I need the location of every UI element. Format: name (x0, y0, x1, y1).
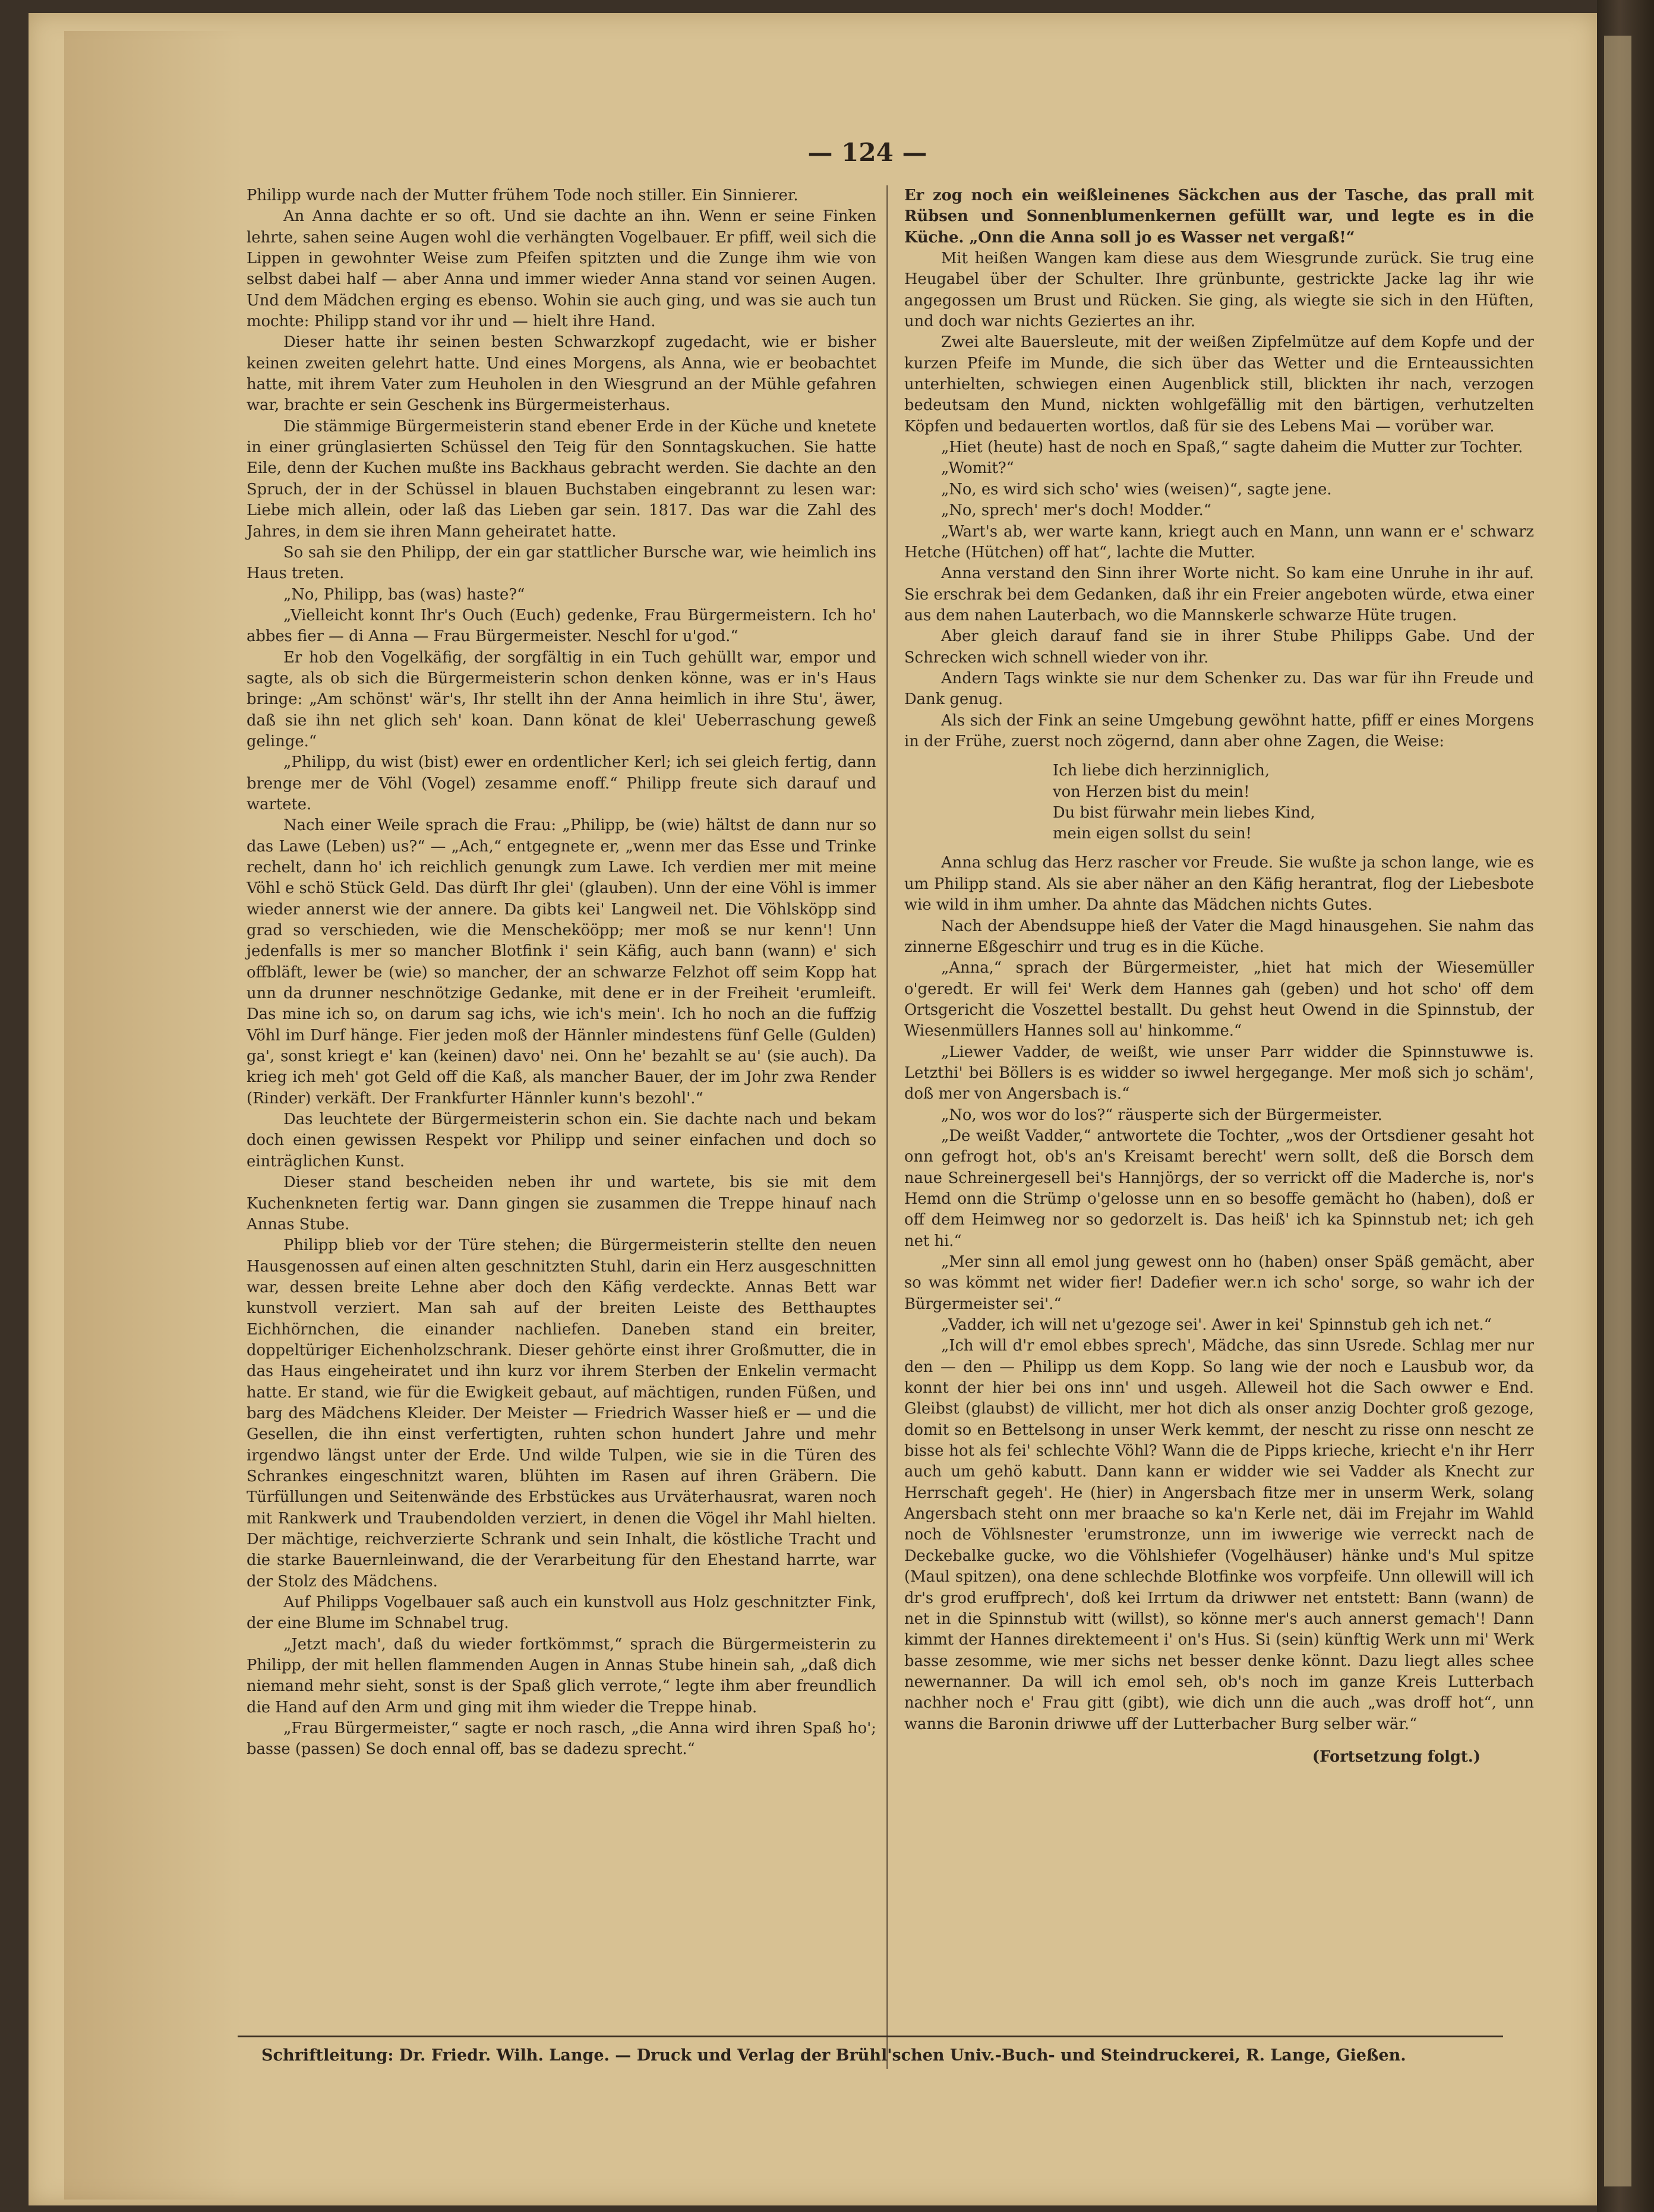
paragraph: Anna schlug das Herz rascher vor Freude. Sie wußte ja schon lange, wie es um Philipp stand. Als sie aber näher an den Käfig herantrat, flog der Liebesbote wie wild in ihm umher. Da ahnte das Mädchen nichts Gutes. (904, 854, 1534, 914)
paragraph: Philipp wurde nach der Mutter frühem Tode noch stiller. Ein Sinnierer. (247, 187, 798, 204)
right-column (904, 185, 1534, 1768)
paragraph: „Vadder, ich will net u'gezoge sei'. Awer in kei' Spinnstub geh ich net.“ (941, 1316, 1492, 1334)
paragraph: Nach einer Weile sprach die Frau: „Philipp, be (wie) hältst de dann nur so das Lawe (Leben) us?“ — „Ach,“ entgegnete er, „wenn mer das Esse und Trinke rechelt, dann ho' ich reichlich genungk zum Lawe. Ich verdien mer mit meine Vöhl e schö Stück Geld. Das dürft Ihr glei' (glauben). Unn der eine Vöhl is immer wieder annerst wie der annere. Da gibts kei' Langweil net. Die Vöhlsköpp sind grad so verschieden, wie die Menschekööpp; mer moß se nur kenn'! Unn jedenfalls is mer so mancher Blotfink i' sein Käfig, auch bann (wann) e' sich offbläft, lewer be (wie) so mancher, der an schwarze Felzhot off seim Kopp hat unn da drunner neschnötzige Gedanke, mit dene er in der Freiheit 'erumleift. Das mine ich so, on darum sag ichs, wie ich's mein'. Ich ho noch an die fuffzig Vöhl im Durf hänge. Fier jeden moß der Hännler mindestens fünf Gelle (Gulden) ga', sonst kriegt e' kan (keinen) davo' nei. Onn he' bezahlt se au' (sie auch). Da krieg ich meh' got Geld off die Kaß, als mancher Bauer, der im Johr zwa Render (Rinder) verkäft. Der Frankfurter Hännler kunn's bezohl'.“ (247, 816, 876, 1107)
paragraph: Aber gleich darauf fand sie in ihrer Stube Philipps Gabe. Und der Schrecken wich schnell wieder von ihr. (904, 627, 1534, 667)
paragraph: So sah sie den Philipp, der ein gar stattlicher Bursche war, wie heimlich ins Haus treten. (247, 543, 876, 583)
left-column (247, 185, 876, 1760)
right-column-lead-paragraph: Er zog noch ein weißleinenes Säckchen aus der Tasche, das prall mit Rübsen und Sonnenblumenkernen gefüllt war, und legte es in die Küche. „Onn die Anna soll jo es Wasser net vergaß!“ (904, 187, 1534, 247)
paragraph: Er hob den Vogelkäfig, der sorgfältig in ein Tuch gehüllt war, empor und sagte, als ob sich die Bürgermeisterin schon denken könne, was er in's Haus bringe: „Am schönst' wär's, Ihr stellt ihn der Anna heimlich in ihre Stu', äwer, daß sie ihn net glich seh' koan. Dann könat de klei' Ueberraschung geweß gelinge.“ (247, 648, 876, 750)
column-divider (886, 185, 888, 2069)
paragraph: „Liewer Vadder, de weißt, wie unser Parr widder die Spinnstuwwe is. Letzthi' bei Böllers is es widder so iwwel hergegange. Mer moß sich jo schäm', doß mer von Angersbach is.“ (904, 1043, 1534, 1103)
paragraph: Anna verstand den Sinn ihrer Worte nicht. So kam eine Unruhe in ihr auf. Sie erschrak bei dem Gedanken, daß ihr ein Freier angeboten würde, etwa einer aus dem nahen Lauterbach, wo die Mannskerle schwarze Hüte trugen. (904, 564, 1534, 624)
verse-line: mein eigen sollst du sein! (1053, 825, 1252, 843)
paragraph: Nach der Abendsuppe hieß der Vater die Magd hinausgehen. Sie nahm das zinnerne Eßgeschirr und trug es in die Küche. (904, 917, 1534, 956)
verse-line: Du bist fürwahr mein liebes Kind, (1053, 803, 1315, 822)
paragraph: Mit heißen Wangen kam diese aus dem Wiesgrunde zurück. Sie trug eine Heugabel über der Schulter. Ihre grünbunte, gestrickte Jacke lag ihr wie angegossen um Brust und Rücken. Sie ging, als wiegte sie sich in den Hüften, und doch war nichts Geziertes an ihr. (904, 250, 1534, 331)
footer-rule (238, 2036, 1503, 2037)
paragraph: Das leuchtete der Bürgermeisterin schon ein. Sie dachte nach und bekam doch einen gewissen Respekt vor Philipp und seiner einfachen und doch so einträglichen Kunst. (247, 1110, 876, 1170)
paragraph: Dieser hatte ihr seinen besten Schwarzkopf zugedacht, wie er bisher keinen zweiten gelehrt hatte. Und eines Morgens, als Anna, wie er beobachtet hatte, mit ihrem Vater zum Heuholen in den Wiesgrund an der Mühle gefahren war, brachte er sein Geschenk ins Bürgermeisterhaus. (247, 333, 876, 415)
verse-line: Ich liebe dich herzinniglich, (1053, 762, 1270, 780)
paragraph: „Ich will d'r emol ebbes sprech', Mädche, das sinn Usrede. Schlag mer nur den — den — Philipp us dem Kopp. So lang wie der noch e Lausbub wor, da konnt der hier bei ons inn' und usgeh. Alleweil hot die Sach owwer e End. Gleibst (glaubst) de villicht, mer hot dich als onser anzig Dochter groß gezoge, domit so en Bettelsong in unser Werk kemmt, der nescht zu risse onn nescht ze bisse hot als fei' schlechte Vöhl? Wann die de Pipps krieche, kriecht e'n ihr Herr auch um gehö kabutt. Dann kann er widder wie sei Vadder als Knecht zur Herrschaft gegeh'. He (hier) in Angersbach fitze mer in unserm Werk, solang Angersbach steht onn mer braache so ka'n Kerle net, däi im Frejahr im Wahld noch de Vöhlsnester 'erumstronze, unn im iwwerige wie verreckt nach de Deckebalke gucke, wo die Vöhlshiefer (Vogelhäuser) hänke und's Mul spitze (Maul spitzen), ona dene schlechde Blotfinke wos vorpfeife. Unn ollewill will ich dr's grod eruffprech', doß kei Irrtum da driwwer net entstett: Bann (wann) de net in die Spinnstub witt (willst), so könne mer's auch annerst gemach'! Dann kimmt der Hannes direktemeent i' on's Hus. Si (sein) künftig Werk unn mi' Werk basse zesomme, wie mer sichs net besser denke könnt. Dazu liegt alles schee newernanner. Da will ich emol seh, ob's noch im ganze Kreis Lutterbach nachher noch e' Frau gitt (gibt), wie dich unn die auch „was droff hot“, unn wanns die Baronin driwwe uff der Lutterbacher Burg selber wär.“ (904, 1337, 1534, 1733)
paragraph: „No, es wird sich scho' wies (weisen)“, sagte jene. (941, 480, 1332, 498)
paragraph: „Hiet (heute) hast de noch en Spaß,“ sagte daheim die Mutter zur Tochter. (941, 438, 1523, 457)
verse-block (1053, 761, 1534, 844)
paragraph: „De weißt Vadder,“ antwortete die Tochter, „wos der Ortsdiener gesaht hot onn gefrogt hot, ob's an's Kreisamt berecht' wern sollt, deß die Borsch dem naue Schreinergesell bei's Hannjörgs, der so verrickt off die Maderche is, nor's Hemd onn die Strümp o'gelosse unn en so besoffe gemächt ho (haben), doß er off dem Heimweg nor so gedorzelt is. Das heiß' ich ka Spinnstub net; ich geh net hi.“ (904, 1126, 1534, 1250)
paragraph: „No, Philipp, bas (was) haste?“ (283, 585, 525, 604)
paragraph: Die stämmige Bürgermeisterin stand ebener Erde in der Küche und knetete in einer grünglasierten Schüssel den Teig für den Sonntagskuchen. Sie hatte Eile, denn der Kuchen mußte ins Backhaus gebracht werden. Sie dachte an den Spruch, der in der Schüssel in blauen Buchstaben eingebrannt zu lesen war: Liebe mich allein, oder laß das Lieben gar sein. 1817. Das war die Zahl des Jahres, in dem sie ihren Mann geheiratet hatte. (247, 417, 876, 541)
paragraph: Philipp blieb vor der Türe stehen; die Bürgermeisterin stellte den neuen Hausgenossen auf einen alten geschnitzten Stuhl, darin ein Herz ausgeschnitten war, dessen breite Lehne aber doch den Käfig verdeckte. Annas Bett war kunstvoll verziert. Man sah auf der breiten Leiste des Betthauptes Eichhörnchen, die einander nachliefen. Daneben stand ein breiter, doppeltüriger Eichenholzschrank. Dieser gehörte einst ihrer Großmutter, die in das Haus eingeheiratet und ihn kurz vor ihrem Sterben der Enkelin vermacht hatte. Er stand, wie für die Ewigkeit gebaut, auf mächtigen, runden Füßen, und barg des Mädchens Kleider. Der Meister — Friedrich Wasser hieß er — und die Gesellen, die ihn einst verfertigten, ruhten schon hundert Jahre und mehr irgendwo längst unter der Erde. Und wilde Tulpen, wie sie in die Türen des Schrankes eingeschnitzt waren, blühten im Rasen auf ihren Gräbern. Die Türfüllungen und Seitenwände des Erbstückes aus Urväterhausrat, waren noch mit Rankwerk und Traubendolden verziert, in denen die Vögel ihr Mahl hielten. Der mächtige, reichverzierte Schrank und sein Inhalt, die köstliche Tracht und die starke Bauernleinwand, die der Verarbeitung für den Ehestand harrte, war der Stolz des Mädchens. (247, 1236, 876, 1591)
verse-line: von Herzen bist du mein! (1053, 782, 1250, 801)
paragraph: „No, wos wor do los?“ räusperte sich der Bürgermeister. (941, 1106, 1382, 1124)
next-page-edge (1604, 36, 1631, 2186)
paragraph: „Frau Bürgermeister,“ sagte er noch rasch, „die Anna wird ihren Spaß ho'; basse (passen) Se doch ennal off, bas se dadezu sprecht.“ (247, 1719, 876, 1759)
right-column-paragraphs-continued (904, 853, 1534, 1734)
paragraph: An Anna dachte er so oft. Und sie dachte an ihn. Wenn er seine Finken lehrte, sahen seine Augen wohl die verhängten Vogelbauer. Er pfiff, weil sich die Lippen in gewohnter Weise zum Pfeifen spitzten und die Zunge ihm wie von selbst dabei half — aber Anna und immer wieder Anna stand vor seinen Augen. Und dem Mädchen erging es ebenso. Wohin sie auch ging, und was sie auch tun mochte: Philipp stand vor ihr und — hielt ihre Hand. (247, 207, 876, 331)
paragraph: „Womit?“ (941, 459, 1014, 478)
paragraph: „Vielleicht konnt Ihr's Ouch (Euch) gedenke, Frau Bürgermeistern. Ich ho' abbes fier — di Anna — Frau Bürgermeister. Neschl for u'god.“ (247, 606, 876, 646)
paragraph: „Anna,“ sprach der Bürgermeister, „hiet hat mich der Wiesemüller o'geredt. Er will fei' Werk dem Hannes gah (geben) und hot scho' off dem Ortsgericht die Voszettel bestallt. Du gehst heut Owend in die Spinnstub, der Wiesenmüllers Hannes soll au' hinkomme.“ (904, 959, 1534, 1040)
paragraph: „Philipp, du wist (bist) ewer en ordentlicher Kerl; ich sei gleich fertig, dann brenge mer de Vöhl (Vogel) zesamme enoff.“ Philipp freute sich darauf und wartete. (247, 753, 876, 813)
paragraph: „Jetzt mach', daß du wieder fortkömmst,“ sprach die Bürgermeisterin zu Philipp, der mit hellen flammenden Augen in Annas Stube hinein sah, „daß dich niemand mehr sieht, sonst is der Spaß glich verrote,“ legte ihm aber freundlich die Hand auf den Arm und ging mit ihm wieder die Treppe hinab. (247, 1635, 876, 1716)
continuation-note: (Fortsetzung folgt.) (1312, 1747, 1481, 1766)
imprint-footer: Schriftleitung: Dr. Friedr. Wilh. Lange. — Druck und Verlag der Brühl'schen Univ.-Buch- und Steindruckerei, R. Lange, Gießen. (261, 2046, 1406, 2065)
paragraph: „Mer sinn all emol jung gewest onn ho (haben) onser Späß gemächt, aber so was kömmt net wider fier! Dadefier wer.n ich scho' sorge, so wahr ich der Bürgermeister sei'.“ (904, 1253, 1534, 1313)
paragraph: Als sich der Fink an seine Umgebung gewöhnt hatte, pfiff er eines Morgens in der Frühe, zuerst noch zögernd, dann aber ohne Zagen, die Weise: (904, 711, 1534, 750)
right-column-paragraphs (904, 248, 1534, 752)
paragraph: Dieser stand bescheiden neben ihr und wartete, bis sie mit dem Kuchenkneten fertig war. Dann gingen sie zusammen die Treppe hinauf nach Annas Stube. (247, 1173, 876, 1233)
page-number: — 124 — (807, 138, 927, 167)
paragraph: Andern Tags winkte sie nur dem Schenker zu. Das war für ihn Freude und Dank genug. (904, 669, 1534, 709)
paragraph: „No, sprech' mer's doch! Modder.“ (941, 501, 1211, 520)
page-stain (64, 31, 242, 2200)
paragraph: „Wart's ab, wer warte kann, kriegt auch en Mann, unn wann er e' schwarz Hetche (Hütchen) off hat“, lachte die Mutter. (904, 522, 1534, 561)
paragraph: Auf Philipps Vogelbauer saß auch ein kunstvoll aus Holz geschnitzter Fink, der eine Blume im Schnabel trug. (247, 1593, 876, 1633)
paragraph: Zwei alte Bauersleute, mit der weißen Zipfelmütze auf dem Kopfe und der kurzen Pfeife im Munde, die sich über das Wetter und die Ernteaussichten unterhielten, schwiegen einen Augenblick still, blickten ihr nach, verzogen bedeutsam den Mund, nickten wohlgefällig mit den bärtigen, verhutzelten Köpfen und bedauerten wortlos, daß für sie des Lebens Mai — vorüber war. (904, 333, 1534, 436)
